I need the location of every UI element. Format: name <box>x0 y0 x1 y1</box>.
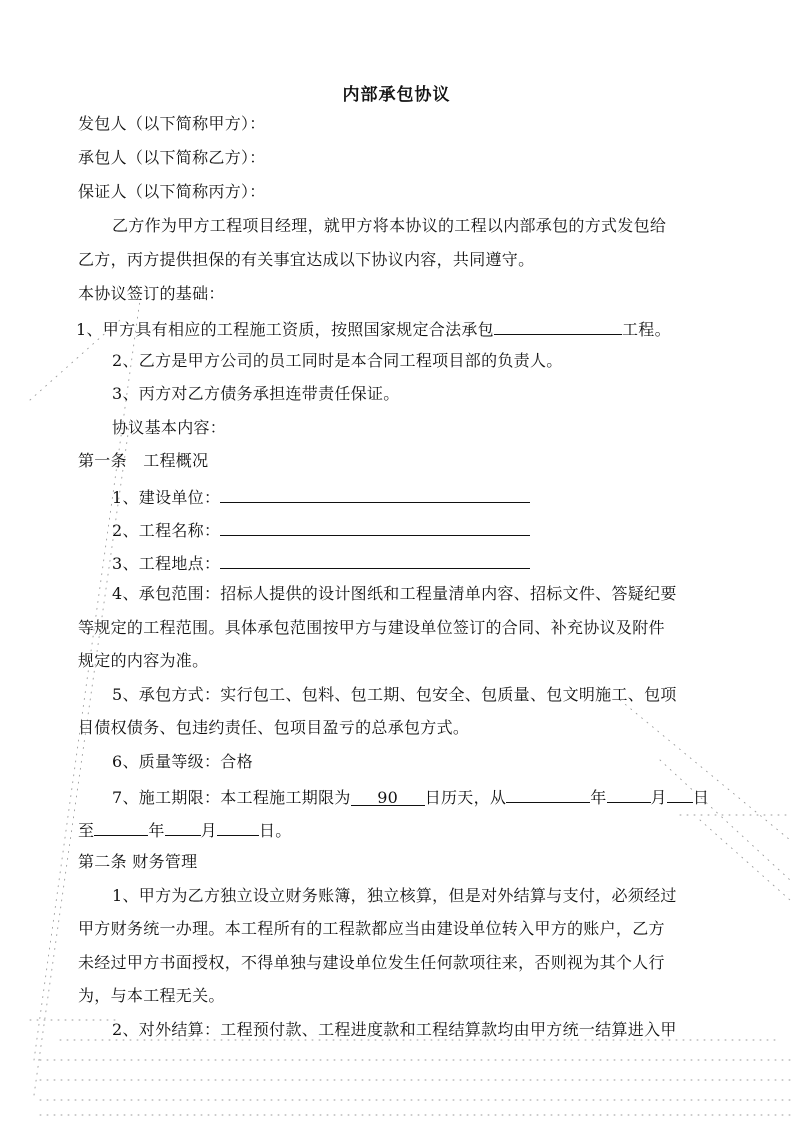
start-day-blank[interactable] <box>667 784 693 803</box>
party-b-label: 承包人（以下简称乙方）： <box>78 148 266 167</box>
finance-line-4: 为，与本工程无关。 <box>78 986 225 1005</box>
scope-line-3: 规定的内容为准。 <box>78 651 209 670</box>
basis-item-1-prefix: 1、甲方具有相应的工程施工资质，按照国家规定合法承包 <box>76 320 494 339</box>
start-year-blank[interactable] <box>506 784 590 803</box>
project-location-label: 3、工程地点： <box>112 554 221 573</box>
project-location-blank[interactable] <box>220 550 530 569</box>
article-1-heading: 第一条 工程概况 <box>78 451 209 470</box>
start-year-unit: 年 <box>590 788 607 807</box>
intro-line-1: 乙方作为甲方工程项目经理，就甲方将本协议的工程以内部承包的方式发包给 <box>112 216 667 235</box>
construction-unit-row <box>112 484 758 509</box>
contract-method-line-2: 目债权债务、包违约责任、包项目盈亏的总承包方式。 <box>78 718 470 737</box>
duration-days-value[interactable]: 90 <box>351 787 425 806</box>
project-location-row <box>112 550 758 575</box>
end-day-blank[interactable] <box>217 817 259 836</box>
start-month-blank[interactable] <box>607 784 651 803</box>
scope-line-1: 4、承包范围：招标人提供的设计图纸和工程量清单内容、招标文件、答疑纪要 <box>112 584 677 603</box>
end-year-unit: 年 <box>148 821 165 840</box>
end-to-label: 至 <box>78 821 95 840</box>
basis-item-3: 3、丙方对乙方债务承担连带责任保证。 <box>112 384 400 403</box>
basis-heading: 本协议签订的基础： <box>78 284 225 303</box>
content-heading: 协议基本内容： <box>112 418 227 437</box>
start-day-unit: 日 <box>692 788 710 807</box>
construction-unit-label: 1、建设单位： <box>112 488 221 507</box>
contract-method-line-1: 5、承包方式：实行包工、包料、包工期、包安全、包质量、包文明施工、包项 <box>112 685 677 704</box>
project-name-blank[interactable] <box>494 316 622 335</box>
party-a-label: 发包人（以下简称甲方）： <box>78 114 266 133</box>
duration-days-suffix: 日历天，从 <box>424 788 507 807</box>
article-2-heading: 第二条 财务管理 <box>78 852 198 871</box>
finance-line-3: 未经过甲方书面授权，不得单独与建设单位发生任何款项往来，否则视为其个人行 <box>78 953 665 972</box>
end-month-blank[interactable] <box>165 817 201 836</box>
party-c-label: 保证人（以下简称丙方）： <box>78 182 266 201</box>
intro-line-2: 乙方，丙方提供担保的有关事宜达成以下协议内容，共同遵守。 <box>78 250 535 269</box>
scope-line-2: 等规定的工程范围。具体承包范围按甲方与建设单位签订的合同、补充协议及附件 <box>78 618 665 637</box>
basis-item-2: 2、乙方是甲方公司的员工同时是本合同工程项目部的负责人。 <box>112 351 563 370</box>
finance-line-1: 1、甲方为乙方独立设立财务账簿，独立核算，但是对外结算与支付，必须经过 <box>112 886 677 905</box>
basis-item-1 <box>76 316 756 341</box>
project-name-row <box>112 517 758 542</box>
external-settlement-line-1: 2、对外结算：工程预付款、工程进度款和工程结算款均由甲方统一结算进入甲 <box>112 1020 677 1039</box>
basis-item-1-suffix: 工程。 <box>621 320 671 339</box>
end-year-blank[interactable] <box>94 817 148 836</box>
document-title: 内部承包协议 <box>342 85 451 105</box>
start-month-unit: 月 <box>650 788 667 807</box>
project-name-label: 2、工程名称： <box>112 521 221 540</box>
project-name-field-blank[interactable] <box>220 517 530 536</box>
end-month-unit: 月 <box>200 821 217 840</box>
construction-period-row <box>112 784 758 809</box>
construction-period-end-row <box>78 817 758 842</box>
construction-unit-blank[interactable] <box>220 484 530 503</box>
quality-grade: 6、质量等级：合格 <box>112 752 253 771</box>
finance-line-2: 甲方财务统一办理。本工程所有的工程款都应当由建设单位转入甲方的账户，乙方 <box>78 919 665 938</box>
end-day-suffix: 日。 <box>258 821 292 840</box>
construction-period-prefix: 7、施工期限：本工程施工期限为 <box>112 788 351 807</box>
